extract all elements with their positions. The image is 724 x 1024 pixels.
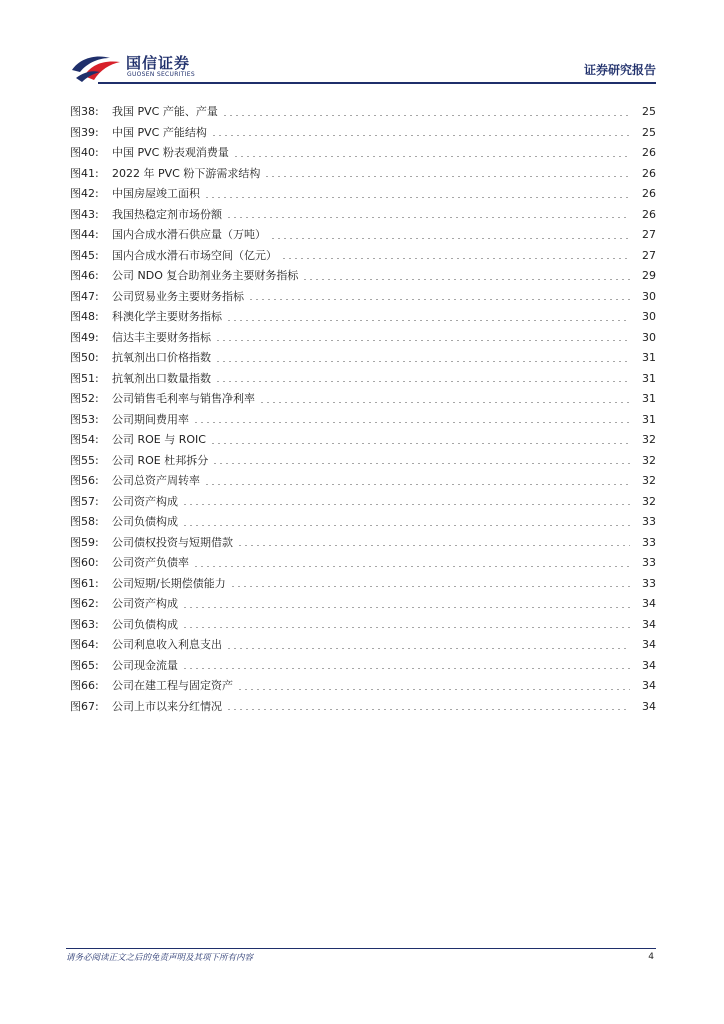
dot-leader	[204, 484, 630, 485]
dot-leader	[215, 361, 630, 362]
dot-leader	[182, 525, 630, 526]
page-number: 34	[642, 638, 656, 651]
dot-leader	[230, 586, 630, 587]
figure-title: 公司资产构成	[112, 597, 178, 610]
dot-leader	[182, 627, 630, 628]
figure-title: 公司销售毛利率与销售净利率	[112, 392, 255, 405]
dot-leader	[193, 422, 630, 423]
toc-entry[interactable]	[70, 451, 656, 472]
page-number: 25	[642, 125, 656, 139]
figure-label: 图65:	[70, 658, 99, 672]
page-number: 30	[642, 310, 656, 323]
page-number: 30	[642, 289, 656, 303]
figure-label: 图45:	[70, 248, 99, 262]
figure-label: 图39:	[70, 125, 99, 139]
toc-entry[interactable]	[70, 492, 656, 513]
toc-entry[interactable]	[70, 594, 656, 615]
figure-label: 图56:	[70, 474, 99, 487]
figure-title: 中国房屋竣工面积	[112, 187, 200, 200]
toc-entry[interactable]	[70, 697, 656, 718]
page-number: 31	[642, 392, 656, 405]
toc-entry[interactable]	[70, 123, 656, 144]
toc-entry[interactable]	[70, 676, 656, 697]
figure-label: 图64:	[70, 638, 99, 651]
dot-leader	[233, 156, 630, 157]
figure-title: 中国 PVC 产能结构	[112, 125, 207, 139]
dot-leader	[302, 279, 630, 280]
figure-label: 图49:	[70, 330, 99, 344]
page-number: 32	[642, 433, 656, 446]
figure-label: 图67:	[70, 699, 99, 713]
toc-entry[interactable]	[70, 307, 656, 328]
figure-title: 信达丰主要财务指标	[112, 330, 211, 344]
figure-title: 公司资产构成	[112, 494, 178, 508]
page-number: 33	[642, 576, 656, 590]
page-number: 26	[642, 187, 656, 200]
toc-entry[interactable]	[70, 553, 656, 574]
dot-leader	[182, 504, 630, 505]
toc-entry[interactable]	[70, 102, 656, 123]
toc-entry[interactable]	[70, 471, 656, 492]
page-number: 34	[642, 658, 656, 672]
figure-label: 图58:	[70, 515, 99, 528]
dot-leader	[222, 115, 630, 116]
toc-entry[interactable]	[70, 225, 656, 246]
page-number: 34	[642, 617, 656, 631]
page-number: 26	[642, 166, 656, 180]
figure-title: 公司 ROE 与 ROIC	[112, 433, 206, 446]
page-number: 34	[642, 699, 656, 713]
page-header	[0, 0, 724, 90]
figure-title: 国内合成水滑石供应量（万吨）	[112, 228, 266, 241]
figure-label: 图43:	[70, 207, 99, 221]
figure-label: 图40:	[70, 146, 99, 159]
toc-entry[interactable]	[70, 184, 656, 205]
footer-divider	[66, 948, 656, 949]
figure-label: 图62:	[70, 597, 99, 610]
toc-entry[interactable]	[70, 389, 656, 410]
dot-leader	[226, 217, 630, 218]
figure-title: 公司资产负债率	[112, 556, 189, 569]
figure-label: 图48:	[70, 310, 99, 323]
toc-entry[interactable]	[70, 287, 656, 308]
dot-leader	[215, 340, 630, 341]
figure-title: 公司负债构成	[112, 617, 178, 631]
dot-leader	[226, 648, 630, 649]
toc-entry[interactable]	[70, 143, 656, 164]
toc-entry[interactable]	[70, 656, 656, 677]
header-divider	[98, 82, 656, 84]
toc-entry[interactable]	[70, 266, 656, 287]
dot-leader	[259, 402, 630, 403]
toc-entry[interactable]	[70, 533, 656, 554]
page-number: 32	[642, 453, 656, 467]
dot-leader	[281, 258, 630, 259]
figure-title: 公司负债构成	[112, 515, 178, 528]
figure-title: 公司期间费用率	[112, 412, 189, 426]
dot-leader	[264, 176, 630, 177]
dot-leader	[211, 135, 630, 136]
toc-entry[interactable]	[70, 164, 656, 185]
figure-title: 国内合成水滑石市场空间（亿元）	[112, 248, 277, 262]
toc-entry[interactable]	[70, 246, 656, 267]
figure-title: 公司上市以来分红情况	[112, 699, 222, 713]
figure-title: 我国热稳定剂市场份额	[112, 207, 222, 221]
figure-label: 图42:	[70, 187, 99, 200]
figure-title: 2022 年 PVC 粉下游需求结构	[112, 166, 261, 180]
figure-label: 图47:	[70, 289, 99, 303]
figure-label: 图59:	[70, 535, 99, 549]
figure-label: 图41:	[70, 166, 99, 180]
figure-label: 图53:	[70, 412, 99, 426]
figure-label: 图52:	[70, 392, 99, 405]
brand-name-cn: 国信证券	[126, 54, 191, 72]
figure-label: 图44:	[70, 228, 99, 241]
toc-entry[interactable]	[70, 574, 656, 595]
figure-title: 公司利息收入利息支出	[112, 638, 222, 651]
page-number: 25	[642, 105, 656, 118]
figure-label: 图38:	[70, 105, 99, 118]
page-number: 32	[642, 474, 656, 487]
page-number: 27	[642, 228, 656, 241]
figure-label: 图57:	[70, 494, 99, 508]
dot-leader	[237, 689, 630, 690]
figure-title: 科澳化学主要财务指标	[112, 310, 222, 323]
figure-label: 图63:	[70, 617, 99, 631]
toc-entry[interactable]	[70, 512, 656, 533]
figure-label: 图66:	[70, 679, 99, 692]
figure-title: 公司短期/长期偿债能力	[112, 576, 226, 590]
guosen-logo	[70, 50, 230, 84]
page-number: 33	[642, 515, 656, 528]
page-number: 30	[642, 330, 656, 344]
figure-title: 公司在建工程与固定资产	[112, 679, 233, 692]
page-number: 33	[642, 556, 656, 569]
dot-leader	[237, 545, 630, 546]
dot-leader	[182, 668, 630, 669]
dot-leader	[270, 238, 630, 239]
figure-title: 公司 ROE 杜邦拆分	[112, 453, 209, 467]
dot-leader	[210, 443, 630, 444]
figure-label: 图60:	[70, 556, 99, 569]
toc-entry[interactable]	[70, 348, 656, 369]
toc-entry[interactable]	[70, 430, 656, 451]
figure-title: 抗氧剂出口价格指数	[112, 351, 211, 364]
toc-entry[interactable]	[70, 328, 656, 349]
toc-entry[interactable]	[70, 635, 656, 656]
toc-entry[interactable]	[70, 410, 656, 431]
report-type-label: 证券研究报告	[583, 63, 656, 77]
figure-label: 图55:	[70, 453, 99, 467]
figure-label: 图51:	[70, 371, 99, 385]
page-number: 29	[642, 269, 656, 282]
figure-label: 图46:	[70, 269, 99, 282]
footer-page-number: 4	[648, 952, 654, 962]
figure-title: 抗氧剂出口数量指数	[112, 371, 211, 385]
page-number: 31	[642, 351, 656, 364]
figure-label: 图50:	[70, 351, 99, 364]
figure-title: 公司债权投资与短期借款	[112, 535, 233, 549]
figure-title: 公司总资产周转率	[112, 474, 200, 487]
page-number: 31	[642, 412, 656, 426]
dot-leader	[193, 566, 630, 567]
toc-entry[interactable]	[70, 205, 656, 226]
figure-title: 公司 NDO 复合助剂业务主要财务指标	[112, 269, 299, 282]
figure-title: 公司现金流量	[112, 658, 178, 672]
page-number: 31	[642, 371, 656, 385]
figure-label: 图54:	[70, 433, 99, 446]
toc-entry[interactable]	[70, 615, 656, 636]
page-number: 32	[642, 494, 656, 508]
dot-leader	[215, 381, 630, 382]
dot-leader	[226, 320, 630, 321]
dot-leader	[226, 709, 630, 710]
dot-leader	[204, 197, 630, 198]
dot-leader	[182, 607, 630, 608]
dot-leader	[212, 463, 630, 464]
page-number: 34	[642, 679, 656, 692]
dot-leader	[248, 299, 630, 300]
page-number: 26	[642, 207, 656, 221]
footer-disclaimer: 请务必阅读正文之后的免责声明及其项下所有内容	[66, 953, 254, 963]
brand-name-en: GUOSEN SECURITIES	[127, 71, 196, 78]
figure-label: 图61:	[70, 576, 99, 590]
figure-title: 公司贸易业务主要财务指标	[112, 289, 244, 303]
figure-list	[70, 102, 656, 717]
page-number: 26	[642, 146, 656, 159]
page-number: 33	[642, 535, 656, 549]
toc-entry[interactable]	[70, 369, 656, 390]
figure-title: 我国 PVC 产能、产量	[112, 105, 218, 118]
page-number: 34	[642, 597, 656, 610]
guosen-logo-icon	[70, 50, 124, 84]
figure-title: 中国 PVC 粉表观消费量	[112, 146, 229, 159]
page-number: 27	[642, 248, 656, 262]
